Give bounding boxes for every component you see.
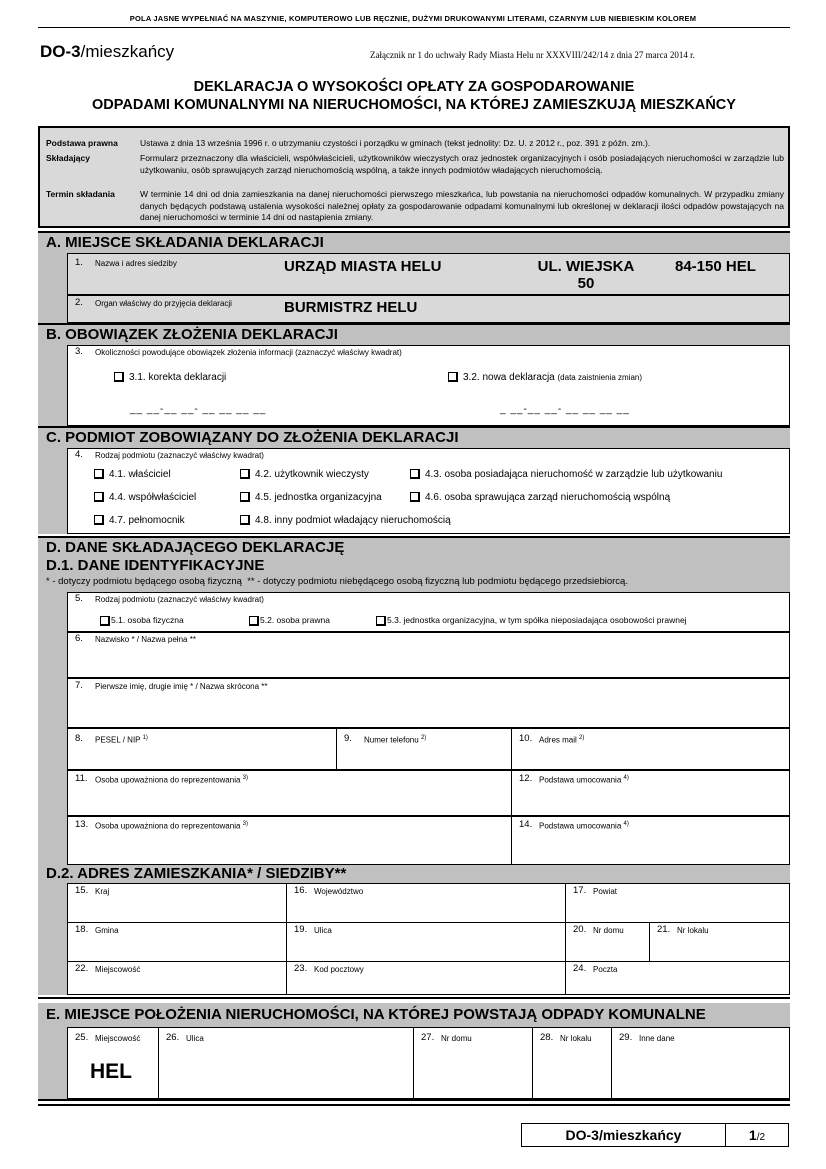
option-4-7-label: 4.7. pełnomocnik — [109, 515, 185, 526]
section-d2-sidebar — [38, 883, 67, 995]
office-street-line-1: UL. WIEJSKA — [537, 258, 635, 275]
field-24-number: 24. — [573, 963, 587, 974]
field-18-municipality[interactable] — [67, 922, 287, 962]
field-13-number: 13. — [75, 819, 89, 830]
form-code — [40, 42, 174, 62]
option-4-4[interactable] — [94, 492, 196, 503]
field-9-phone[interactable] — [336, 728, 512, 770]
field-20-house-number[interactable] — [565, 922, 650, 962]
section-e-top-rule — [38, 997, 790, 999]
option-4-6[interactable] — [410, 492, 670, 503]
field-12-label-text: Podstawa umocowania — [539, 775, 622, 785]
deadline-text: W terminie 14 dni od dnia zamieszkania na danej nieruchomości pierwszego mieszkańca, lub powstania na nieruchomości odpadów komunalnych. W przypadku zmiany danych będących podstawą ustalenia wysokości należnej opłaty za gospodarowanie odpadami komunalnymi lub określonej w deklaracji ilości odpadów powstających na danej nieruchomości w terminie 14 dni od nastąpienia zmiany. — [140, 189, 784, 222]
field-11-label — [95, 775, 248, 785]
field-29-other-data[interactable] — [611, 1027, 790, 1099]
field-9-label — [364, 735, 426, 745]
field-8-footnote: 1) — [142, 735, 148, 741]
filer-text: Formularz przeznaczony dla właścicieli, współwłaścicieli, użytkowników wieczystych oraz jednostek organizacyjnych i osób posiadających nieruchomości w zarządzie lub użytkowaniu, osób sprawujących zarząd nieruchomością wspólną, a także innych podmiotów władających nieruchomością. — [140, 153, 784, 175]
field-20-label: Nr domu — [593, 926, 624, 935]
option-3-2-label: 3.2. nowa deklaracja — [463, 372, 555, 383]
section-d2-title: D.2. ADRES ZAMIESZKANIA* / SIEDZIBY** — [46, 865, 347, 882]
option-4-8-label: 4.8. inny podmiot władający nieruchomością — [255, 515, 451, 526]
field-23-postal-code[interactable] — [286, 961, 566, 995]
option-4-2-label: 4.2. użytkownik wieczysty — [255, 469, 369, 480]
option-4-7[interactable] — [94, 515, 185, 526]
checkbox-4-5[interactable] — [240, 492, 250, 502]
form-code-bold: DO-3 — [40, 42, 81, 61]
office-postal: 84-150 HEL — [675, 258, 756, 275]
office-name: URZĄD MIASTA HELU — [284, 258, 442, 275]
field-29-number: 29. — [619, 1032, 633, 1043]
field-15-country[interactable] — [67, 883, 287, 923]
option-5-1[interactable] — [100, 615, 184, 626]
section-a-header: A. MIEJSCE SKŁADANIA DEKLARACJI — [38, 231, 790, 253]
top-instruction-note: POLA JASNE WYPEŁNIAĆ NA MASZYNIE, KOMPUTEROWO LUB RĘCZNIE, DUŻYMI DRUKOWANYMI LITERAMI, CZARNYM LUB NIEBIESKIM KOLOREM — [129, 14, 697, 23]
section-e-header — [38, 1003, 790, 1027]
field-2-authority — [67, 295, 790, 323]
office-street-line-2: 50 — [577, 275, 595, 292]
footer-page-total: /2 — [756, 1132, 766, 1143]
field-17-number: 17. — [573, 885, 587, 896]
option-5-3-label: 5.3. jednostka organizacyjna, w tym spółka nieposiadająca osobowości prawnej — [387, 615, 687, 625]
field-1-number: 1. — [75, 257, 83, 268]
field-19-street[interactable] — [286, 922, 566, 962]
field-27-number: 27. — [421, 1032, 435, 1043]
checkbox-4-8[interactable] — [240, 515, 250, 525]
checkbox-3-2[interactable] — [448, 372, 458, 382]
field-12-number: 12. — [519, 773, 533, 784]
field-7-first-name[interactable] — [67, 678, 790, 728]
section-d1-title: D.1. DANE IDENTYFIKACYJNE — [46, 557, 265, 574]
field-9-number: 9. — [344, 733, 352, 744]
checkbox-4-4[interactable] — [94, 492, 104, 502]
field-8-label-text: PESEL / NIP — [95, 735, 141, 745]
field-12-label — [539, 775, 629, 785]
section-b-header: B. OBOWIĄZEK ZŁOŻENIA DEKLARACJI — [38, 323, 790, 345]
section-c-sidebar — [38, 448, 67, 534]
field-6-surname[interactable] — [67, 632, 790, 678]
field-25-label: Miejscowość — [95, 1034, 141, 1043]
field-24-post-office[interactable] — [565, 961, 790, 995]
field-21-apartment-number[interactable] — [649, 922, 790, 962]
form-code-rest: /mieszkańcy — [80, 42, 175, 61]
checkbox-5-1[interactable] — [100, 616, 110, 626]
field-11-number: 11. — [75, 773, 88, 784]
section-a-sidebar — [38, 253, 67, 323]
field-10-footnote: 2) — [579, 735, 585, 741]
option-4-5-label: 4.5. jednostka organizacyjna — [255, 492, 382, 503]
page-footer-box — [521, 1123, 789, 1147]
field-25-value: HEL — [90, 1060, 132, 1083]
section-e-title: E. MIEJSCE POŁOŻENIA NIERUCHOMOŚCI, NA KTÓREJ POWSTAJĄ ODPADY KOMUNALNE — [46, 1006, 706, 1023]
field-11-representative[interactable] — [67, 770, 512, 816]
field-24-label: Poczta — [593, 965, 618, 974]
field-29-label: Inne dane — [639, 1034, 675, 1043]
section-b-sidebar — [38, 345, 67, 426]
option-3-1-label: 3.1. korekta deklaracji — [129, 372, 227, 383]
option-4-5[interactable] — [240, 492, 382, 503]
date-field-3-1[interactable]: __ __-__ __- __ __ __ __ — [130, 404, 267, 415]
checkbox-4-1[interactable] — [94, 469, 104, 479]
field-9-label-text: Numer telefonu — [364, 735, 419, 745]
field-19-number: 19. — [294, 924, 308, 935]
option-4-4-label: 4.4. współwłaściciel — [109, 492, 197, 503]
option-3-2-note: (data zaistnienia zmian) — [557, 373, 642, 382]
field-21-number: 21. — [657, 924, 671, 935]
date-field-3-2[interactable]: _ __-__ __- __ __ __ __ — [500, 404, 630, 415]
checkbox-4-6[interactable] — [410, 492, 420, 502]
office-street — [534, 258, 638, 292]
field-23-number: 23. — [294, 963, 308, 974]
checkbox-5-2[interactable] — [249, 616, 259, 626]
field-11-label-text: Osoba upoważniona do reprezentowania — [95, 775, 241, 785]
section-d-header: D. DANE SKŁADAJĄCEGO DEKLARACJĘ — [38, 536, 790, 556]
section-d1-sidebar — [38, 592, 67, 865]
field-5-entity-kind — [67, 592, 790, 632]
field-25-property-locality[interactable] — [67, 1027, 159, 1099]
section-c-header: C. PODMIOT ZOBOWIĄZANY DO ZŁOŻENIA DEKLARACJI — [38, 426, 790, 448]
field-26-number: 26. — [166, 1032, 180, 1043]
field-23-label: Kod pocztowy — [314, 965, 364, 974]
page-title — [38, 78, 790, 114]
note-natural-person: * - dotyczy podmiotu będącego osobą fizyczną — [46, 576, 242, 587]
field-28-property-apartment-number[interactable] — [532, 1027, 612, 1099]
field-17-county[interactable] — [565, 883, 790, 923]
field-1-label: Nazwa i adres siedziby — [95, 259, 177, 268]
field-21-label: Nr lokalu — [677, 926, 709, 935]
title-line-2: ODPADAMI KOMUNALNYMI NA NIERUCHOMOŚCI, NA KTÓREJ ZAMIESZKUJĄ MIESZKAŃCY — [92, 97, 736, 113]
authority-name: BURMISTRZ HELU — [284, 299, 418, 316]
section-d1-header-block — [38, 556, 790, 592]
section-d1-note — [46, 576, 628, 587]
field-3-number: 3. — [75, 346, 83, 357]
option-5-3[interactable] — [376, 615, 687, 626]
field-10-label-text: Adres mail — [539, 735, 577, 745]
field-26-label: Ulica — [186, 1034, 204, 1043]
field-9-footnote: 2) — [420, 735, 427, 741]
field-18-label: Gmina — [95, 926, 119, 935]
option-5-1-label: 5.1. osoba fizyczna — [111, 615, 184, 625]
option-5-2-label: 5.2. osoba prawna — [260, 615, 330, 625]
field-10-number: 10. — [519, 733, 533, 744]
note-legal-entity: ** - dotyczy podmiotu niebędącego osobą fizyczną lub podmiotu będącego przedsiebiorcą. — [247, 576, 628, 587]
checkbox-4-7[interactable] — [94, 515, 104, 525]
legal-info-box — [38, 126, 790, 228]
option-4-3-label: 4.3. osoba posiadająca nieruchomość w zarządzie lub użytkowaniu — [425, 469, 723, 480]
option-4-1-label: 4.1. właściciel — [109, 469, 171, 480]
field-22-label: Miejscowość — [95, 965, 141, 974]
footer-form-code: DO-3/mieszkańcy — [522, 1124, 726, 1146]
checkbox-4-3[interactable] — [410, 469, 420, 479]
footer-page-current: 1 — [748, 1127, 757, 1143]
field-17-label: Powiat — [593, 887, 618, 896]
section-e-bottom-rule-1 — [38, 1099, 790, 1101]
field-2-label: Organ właściwy do przyjęcia deklaracji — [95, 299, 232, 308]
field-14-footnote: 4) — [623, 821, 629, 827]
field-10-email[interactable] — [511, 728, 790, 770]
field-15-label: Kraj — [95, 887, 110, 896]
field-14-number: 14. — [519, 819, 533, 830]
field-1-office-address — [67, 253, 790, 295]
field-22-locality[interactable] — [67, 961, 287, 995]
field-28-label: Nr lokalu — [560, 1034, 592, 1043]
checkbox-3-1[interactable] — [114, 372, 124, 382]
field-5-label: Rodzaj podmiotu (zaznaczyć właściwy kwadrat) — [95, 595, 264, 604]
field-8-label — [95, 735, 148, 745]
field-12-footnote: 4) — [623, 775, 629, 781]
field-6-label: Nazwisko * / Nazwa pełna ** — [95, 635, 196, 644]
option-4-2[interactable] — [240, 469, 369, 480]
field-4-number: 4. — [75, 449, 83, 460]
field-27-label: Nr domu — [441, 1034, 472, 1043]
checkbox-4-2[interactable] — [240, 469, 250, 479]
top-divider — [38, 27, 790, 28]
field-16-label: Województwo — [314, 887, 364, 896]
field-14-label-text: Podstawa umocowania — [539, 821, 622, 831]
field-19-label: Ulica — [314, 926, 332, 935]
field-7-label: Pierwsze imię, drugie imię * / Nazwa skrócona ** — [95, 682, 268, 691]
field-22-number: 22. — [75, 963, 89, 974]
field-26-property-street[interactable] — [158, 1027, 414, 1099]
field-27-property-house-number[interactable] — [413, 1027, 533, 1099]
footer-page-number — [726, 1124, 788, 1146]
field-14-label — [539, 821, 629, 831]
field-13-label — [95, 821, 248, 831]
field-4-entity-type — [67, 448, 790, 534]
annex-note: Załącznik nr 1 do uchwały Rady Miasta Helu nr XXXVIII/242/14 z dnia 27 marca 2014 r. — [370, 50, 695, 60]
field-3-declaration-reason — [67, 345, 790, 426]
field-11-footnote: 3) — [242, 775, 249, 781]
option-4-6-label: 4.6. osoba sprawująca zarząd nieruchomością wspólną — [425, 492, 671, 503]
field-8-number: 8. — [75, 733, 83, 744]
section-d2-header — [38, 865, 790, 883]
option-3-1-correction[interactable] — [114, 372, 226, 383]
option-4-8[interactable] — [240, 515, 451, 526]
checkbox-5-3[interactable] — [376, 616, 386, 626]
section-e-sidebar — [38, 1027, 67, 1099]
section-e-bottom-rule-2 — [38, 1104, 790, 1106]
field-4-label: Rodzaj podmiotu (zaznaczyć właściwy kwadrat) — [95, 451, 264, 460]
field-7-number: 7. — [75, 680, 83, 691]
field-6-number: 6. — [75, 633, 83, 644]
option-5-2[interactable] — [249, 615, 330, 626]
field-13-representative[interactable] — [67, 816, 512, 865]
field-16-number: 16. — [294, 885, 308, 896]
legal-basis-label: Podstawa prawna — [46, 138, 118, 148]
field-2-number: 2. — [75, 297, 83, 308]
deadline-label: Termin składania — [46, 189, 115, 199]
field-18-number: 18. — [75, 924, 89, 935]
legal-basis-text: Ustawa z dnia 13 września 1996 r. o utrzymaniu czystości i porządku w gminach (tekst jednolity: Dz. U. z 2012 r., poz. 391 z późn. zm.). — [140, 138, 651, 148]
field-25-number: 25. — [75, 1032, 89, 1043]
field-20-number: 20. — [573, 924, 587, 935]
field-13-footnote: 3) — [242, 821, 249, 827]
option-3-2-new[interactable] — [448, 372, 642, 383]
option-4-3[interactable] — [410, 469, 722, 480]
title-line-1: DEKLARACJA O WYSOKOŚCI OPŁATY ZA GOSPODAROWANIE — [193, 79, 635, 95]
filer-label: Składający — [46, 153, 90, 163]
field-5-number: 5. — [75, 593, 83, 604]
field-16-voivodeship[interactable] — [286, 883, 566, 923]
field-13-label-text: Osoba upoważniona do reprezentowania — [95, 821, 241, 831]
field-12-authorization-basis[interactable] — [511, 770, 790, 816]
field-3-label: Okoliczności powodujące obowiązek złożenia informacji (zaznaczyć właściwy kwadrat) — [95, 348, 402, 357]
field-15-number: 15. — [75, 885, 89, 896]
field-8-pesel-nip[interactable] — [67, 728, 337, 770]
field-10-label — [539, 735, 584, 745]
field-28-number: 28. — [540, 1032, 554, 1043]
field-14-authorization-basis[interactable] — [511, 816, 790, 865]
option-4-1[interactable] — [94, 469, 171, 480]
